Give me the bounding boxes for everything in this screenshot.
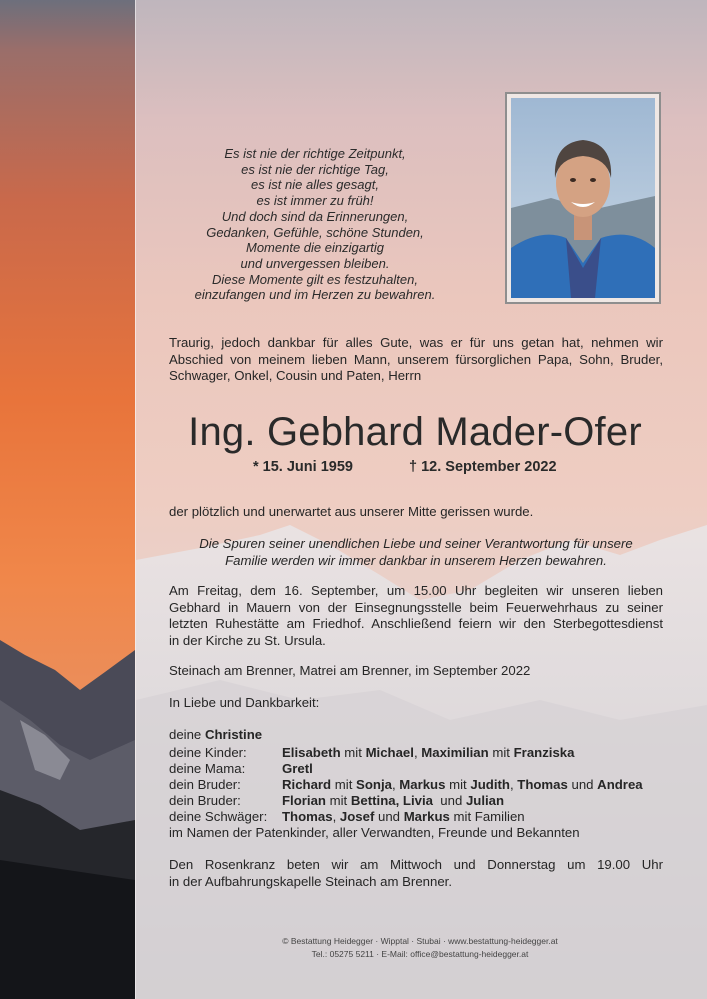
family-row-rest: im Namen der Patenkinder, aller Verwandten, Freunde und Bekannten (169, 825, 580, 840)
poem-line: einzufangen und im Herzen zu bewahren. (194, 287, 436, 303)
poem-line: und unvergessen bleiben. (240, 255, 390, 271)
person-name: Maximilian (421, 745, 489, 760)
footer-line-2: Tel.: 05275 5211 · E-Mail: office@bestattung-heidegger.at (311, 949, 529, 959)
poem-line: Diese Momente gilt es festzuhalten, (212, 271, 418, 287)
connector: mit (340, 745, 366, 760)
connector: , (413, 745, 422, 760)
family-row-schwaeger (169, 809, 525, 825)
connector: , (391, 777, 400, 792)
connector: , (509, 777, 518, 792)
person-name: Gretl (282, 761, 313, 776)
portrait-frame (505, 92, 661, 304)
poem-line: es ist nie alles gesagt, (251, 177, 379, 193)
funeral-text (169, 583, 663, 649)
place-date: Steinach am Brenner, Matrei am Brenner, im September 2022 (169, 663, 531, 678)
rosary-text (169, 857, 663, 890)
intro-line: Schwager, Onkel, Cousin und Paten, Herrn (169, 368, 422, 383)
funeral-line: Gebhard in Mauern von der Einsegnungsstelle beim Feuerwehrhaus zu seiner (169, 599, 663, 615)
poem-line: Momente die einzigartig (245, 240, 385, 256)
person-name: Judith (470, 777, 510, 792)
person-name: Michael (365, 745, 414, 760)
connector: und (432, 793, 466, 808)
quote-line: Familie werden wir immer dankbar in unserem Herzen bewahren. (225, 552, 607, 568)
person-name: Julian (465, 793, 505, 808)
wife-prefix: deine (169, 727, 202, 742)
deceased-name: Ing. Gebhard Mader-Ofer (188, 410, 642, 454)
relation-label: deine Mama: (169, 761, 246, 776)
person-name: Andrea (597, 777, 643, 792)
family-row-kinder (169, 745, 574, 761)
person-name: Sonja (356, 777, 392, 792)
connector: mit (445, 777, 471, 792)
person-name: Markus (403, 809, 450, 824)
rosary-line: in der Aufbahrungskapelle Steinach am Brenner. (169, 873, 452, 889)
person-name: Elisabeth (282, 745, 341, 760)
connector: und (567, 777, 598, 792)
strip-divider (135, 0, 136, 999)
person-name: Thomas (517, 777, 568, 792)
family-wife (169, 727, 262, 743)
footer-line-1: © Bestattung Heidegger · Wipptal · Stubai · www.bestattung-heidegger.at (282, 936, 558, 946)
person-name: Florian (282, 793, 326, 808)
connector: mit (331, 777, 357, 792)
intro-text (169, 335, 663, 385)
connector: mit Familien (449, 809, 525, 824)
connector: , (332, 809, 340, 824)
poem-line: es ist immer zu früh! (256, 193, 374, 209)
closing-text: In Liebe und Dankbarkeit: (169, 695, 320, 710)
family-row-bruder (169, 777, 643, 793)
poem-line: Und doch sind da Erinnerungen, (221, 208, 409, 224)
intro-line: Abschied von meinem lieben Mann, unserem fürsorglichen Papa, Sohn, Bruder, (169, 351, 663, 367)
relation-label: dein Bruder: (169, 777, 241, 792)
birth-date: * 15. Juni 1959 (253, 459, 353, 475)
sudden-text: der plötzlich und unerwartet aus unserer Mitte gerissen wurde. (169, 504, 534, 519)
person-name: Josef (339, 809, 375, 824)
funeral-line: letzten Ruhestätte am Friedhof. Anschließend feiern wir den Sterbegottesdienst (169, 616, 663, 631)
connector: mit (488, 745, 514, 760)
family-row-mama (169, 761, 313, 777)
relation-label: deine Schwäger: (169, 809, 268, 824)
person-name: Markus (399, 777, 446, 792)
quote-text (169, 536, 663, 569)
connector: mit (325, 793, 351, 808)
funeral-line: Am Freitag, dem 16. September, um 15.00 Uhr begleiten wir unseren lieben (169, 583, 663, 598)
sunset-strip-image (0, 0, 135, 999)
death-date: † 12. September 2022 (409, 459, 557, 475)
poem-line: Es ist nie der richtige Zeitpunkt, (224, 146, 406, 161)
family-row-bruder (169, 793, 504, 809)
poem (170, 146, 460, 303)
person-name: Franziska (513, 745, 575, 760)
relation-label: dein Bruder: (169, 793, 241, 808)
intro-line: Traurig, jedoch dankbar für alles Gute, was er für uns getan hat, nehmen wir (169, 335, 663, 350)
portrait-photo (511, 98, 655, 298)
relation-label: deine Kinder: (169, 745, 247, 760)
person-name: Bettina, Livia (350, 793, 433, 808)
person-name: Thomas (282, 809, 333, 824)
funeral-line: in der Kirche zu St. Ursula. (169, 632, 326, 648)
connector: und (374, 809, 404, 824)
poem-line: Gedanken, Gefühle, schöne Stunden, (206, 224, 424, 240)
rosary-line: Den Rosenkranz beten wir am Mittwoch und Donnerstag um 19.00 Uhr (169, 857, 663, 872)
person-name: Richard (282, 777, 332, 792)
poem-line: es ist nie der richtige Tag, (241, 161, 389, 177)
quote-line: Die Spuren seiner unendlichen Liebe und seiner Verantwortung für unsere (199, 536, 633, 551)
wife-name: Christine (204, 727, 263, 742)
